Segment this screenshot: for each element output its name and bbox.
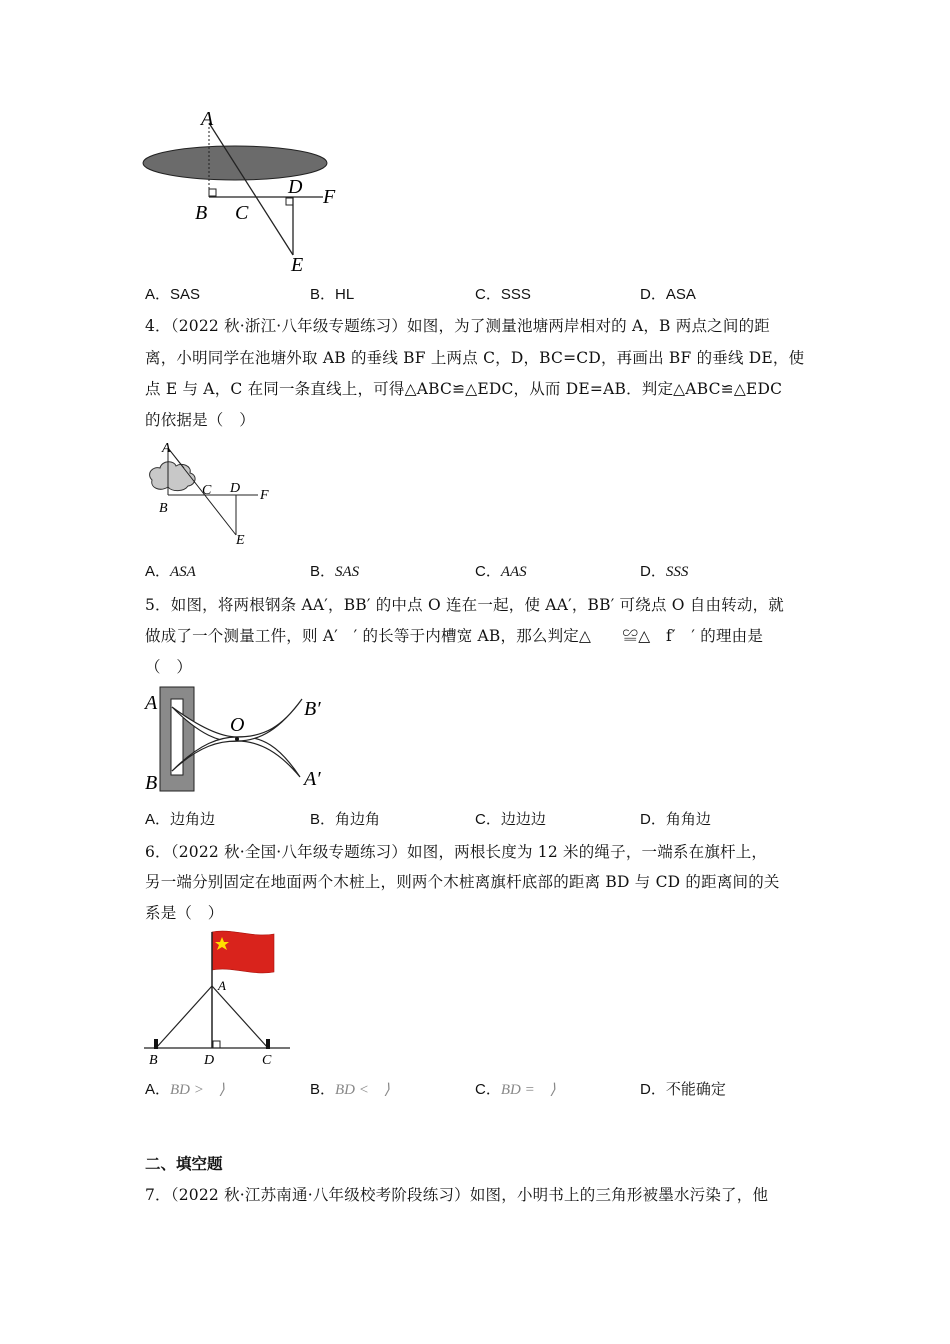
label-e: E [236,533,245,548]
q3-option-c[interactable]: C．SSS [475,286,531,303]
label-e: E [291,254,304,276]
stake-b [154,1039,158,1049]
label-b: B [145,772,158,794]
cloud-shape [150,462,196,491]
q3-option-b[interactable]: B．HL [310,286,355,303]
label-a: A [145,692,158,714]
q7-line-1: 7．（2022 秋·江苏南通·八年级校考阶段练习）如图，小明书上的三角形被墨水污染了，他 [145,1186,769,1204]
q6-option-a[interactable]: A．BD > ⟩ [145,1081,225,1098]
q5-line-2: 做成了一个测量工件，则 A′ ′ 的长等于内槽宽 AB，那么判定△ ≌△ f′ ′ 的理由是 [145,627,764,645]
label-a: A [201,108,214,130]
q5-line-1: 5．如图，将两根钢条 AA′，BB′ 的中点 O 连在一起，使 AA′，BB′ 可绕点 O 自由转动，就 [145,596,785,614]
label-f: F [260,488,269,503]
q3-option-a[interactable]: A．SAS [145,286,201,303]
rope-ab [156,986,212,1048]
label-b-prime: B′ [304,698,321,720]
label-o: O [230,714,245,736]
q6-figure [140,928,295,1068]
q4-option-b[interactable]: B．SAS [310,563,360,580]
q3-figure [135,105,345,280]
q6-line-2: 另一端分别固定在地面两个木桩上，则两个木桩离旗杆底部的距离 BD 与 CD 的距离间的关 [145,873,780,891]
q6-line-1: 6．（2022 秋·全国·八年级专题练习）如图，两根长度为 12 米的绳子，一端系在旗杆上， [145,843,768,861]
label-b: B [159,501,168,516]
q4-option-a[interactable]: A．ASA [145,563,196,580]
label-c: C [202,483,212,498]
right-angle-d [286,198,293,205]
label-c: C [262,1053,272,1068]
label-a: A [162,441,171,456]
pivot-o [235,737,239,741]
q6-option-c[interactable]: C．BD = ⟩ [475,1081,556,1098]
label-a: A [218,978,226,993]
label-b: B [195,202,208,224]
q4-line-2: 离，小明同学在池塘外取 AB 的垂线 BF 上两点 C，D，BC=CD，再画出 BF 的垂线 DE，使 [145,349,805,367]
q5-option-c[interactable]: C．边边边 [475,811,546,828]
q4-figure [140,440,280,550]
stake-c [266,1039,270,1049]
q5-figure [140,685,340,800]
q4-option-c[interactable]: C．AAS [475,563,527,580]
q5-line-3: （ ） [145,658,193,676]
q5-option-a[interactable]: A．边角边 [145,811,216,828]
label-a-prime: A′ [304,768,321,790]
label-d: D [204,1053,215,1068]
q5-option-b[interactable]: B．角边角 [310,811,381,828]
rope-ac [212,986,268,1048]
label-f: F [323,186,336,208]
flag-icon [212,931,274,973]
label-c: C [235,202,249,224]
line-ae [209,123,293,255]
q4-line-4: 的依据是（ ） [145,411,255,429]
q4-option-d[interactable]: D．SSS [640,563,689,580]
q6-option-d[interactable]: D．不能确定 [640,1081,726,1098]
q3-option-d[interactable]: D．ASA [640,286,696,303]
right-angle-d [213,1041,220,1048]
label-b: B [149,1053,158,1068]
q4-line-3: 点 E 与 A，C 在同一条直线上，可得△ABC≌△EDC，从而 DE=AB．判定△ABC≌△EDC [145,380,783,398]
q6-line-3: 系是（ ） [145,904,224,922]
label-d: D [230,481,241,496]
q6-option-b[interactable]: B．BD < ⟩ [310,1081,390,1098]
right-angle-b [209,189,216,196]
section-heading: 二、填空题 [145,1154,223,1173]
label-d: D [288,176,303,198]
q4-line-1: 4．（2022 秋·浙江·八年级专题练习）如图，为了测量池塘两岸相对的 A，B 两点之间的距 [145,317,770,335]
q5-option-d[interactable]: D．角角边 [640,811,711,828]
